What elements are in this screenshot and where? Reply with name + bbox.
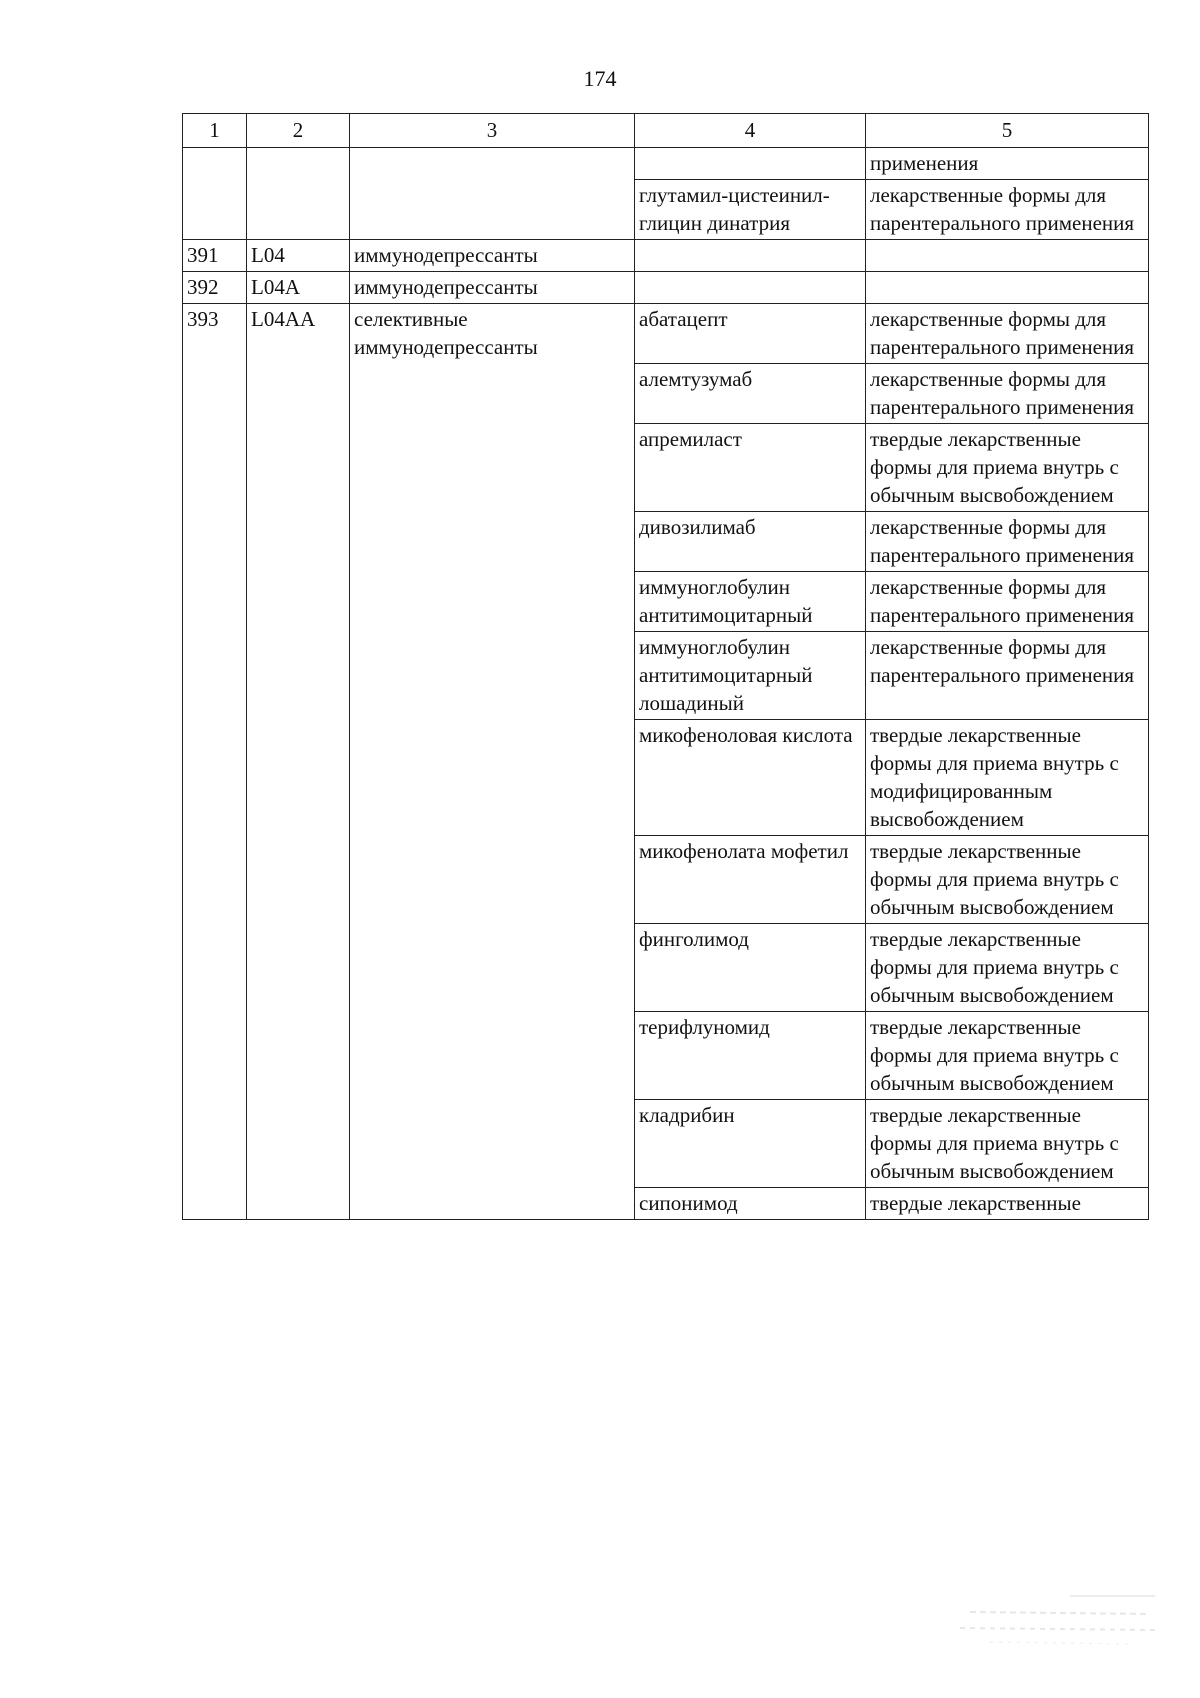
- cell-form: твердые лекарственные: [866, 1188, 1149, 1220]
- cell-drug: абатацепт: [635, 304, 866, 364]
- cell-number: 391: [183, 240, 247, 272]
- cell-number: [183, 148, 247, 240]
- column-header-3: 3: [350, 114, 635, 148]
- cell-drug: глутамил-цистеинил-глицин динатрия: [635, 180, 866, 240]
- column-header-4: 4: [635, 114, 866, 148]
- cell-drug: [635, 272, 866, 304]
- table-row: [183, 304, 1149, 364]
- cell-form: твердые лекарственные формы для приема внутрь с обычным высвобождением: [866, 1012, 1149, 1100]
- cell-form: лекарственные формы для парентерального применения: [866, 512, 1149, 572]
- cell-drug: кладрибин: [635, 1100, 866, 1188]
- cell-drug: иммуноглобулин антитимоцитарный: [635, 572, 866, 632]
- cell-form: лекарственные формы для парентерального применения: [866, 180, 1149, 240]
- cell-form: [866, 272, 1149, 304]
- cell-code: L04AA: [247, 304, 350, 1220]
- cell-form: [866, 240, 1149, 272]
- page-number: 174: [583, 66, 617, 91]
- column-header-2: 2: [247, 114, 350, 148]
- cell-form: лекарственные формы для парентерального применения: [866, 632, 1149, 720]
- faded-stamp-mark: [950, 1592, 1160, 1652]
- cell-form: твердые лекарственные формы для приема внутрь с обычным высвобождением: [866, 424, 1149, 512]
- table-row: [183, 240, 1149, 272]
- cell-group-name: иммунодепрессанты: [350, 240, 635, 272]
- column-header-5: 5: [866, 114, 1149, 148]
- cell-form: твердые лекарственные формы для приема внутрь с обычным высвобождением: [866, 836, 1149, 924]
- cell-drug: микофеноловая кислота: [635, 720, 866, 836]
- cell-drug: финголимод: [635, 924, 866, 1012]
- cell-drug: дивозилимаб: [635, 512, 866, 572]
- cell-code: [247, 148, 350, 240]
- cell-form: твердые лекарственные формы для приема внутрь с обычным высвобождением: [866, 924, 1149, 1012]
- cell-group-name: селективные иммунодепрессанты: [350, 304, 635, 1220]
- cell-form: лекарственные формы для парентерального применения: [866, 364, 1149, 424]
- cell-form: твердые лекарственные формы для приема внутрь с модифицированным высвобождением: [866, 720, 1149, 836]
- cell-number: 392: [183, 272, 247, 304]
- drug-table: [182, 113, 1149, 1220]
- header-row: [183, 114, 1149, 148]
- cell-drug: [635, 240, 866, 272]
- cell-code: L04: [247, 240, 350, 272]
- table-row: [183, 272, 1149, 304]
- cell-number: 393: [183, 304, 247, 1220]
- cell-drug: микофенолата мофетил: [635, 836, 866, 924]
- cell-drug: иммуноглобулин антитимоцитарный лошадиный: [635, 632, 866, 720]
- cell-drug: алемтузумаб: [635, 364, 866, 424]
- cell-drug: апремиласт: [635, 424, 866, 512]
- column-header-1: 1: [183, 114, 247, 148]
- cell-form: применения: [866, 148, 1149, 180]
- cell-drug: [635, 148, 866, 180]
- cell-group-name: иммунодепрессанты: [350, 272, 635, 304]
- cell-form: твердые лекарственные формы для приема внутрь с обычным высвобождением: [866, 1100, 1149, 1188]
- cell-form: лекарственные формы для парентерального применения: [866, 572, 1149, 632]
- cell-form: лекарственные формы для парентерального применения: [866, 304, 1149, 364]
- cell-group-name: [350, 148, 635, 240]
- cell-drug: сипонимод: [635, 1188, 866, 1220]
- cell-drug: терифлуномид: [635, 1012, 866, 1100]
- cell-code: L04A: [247, 272, 350, 304]
- continuation-row: [183, 148, 1149, 180]
